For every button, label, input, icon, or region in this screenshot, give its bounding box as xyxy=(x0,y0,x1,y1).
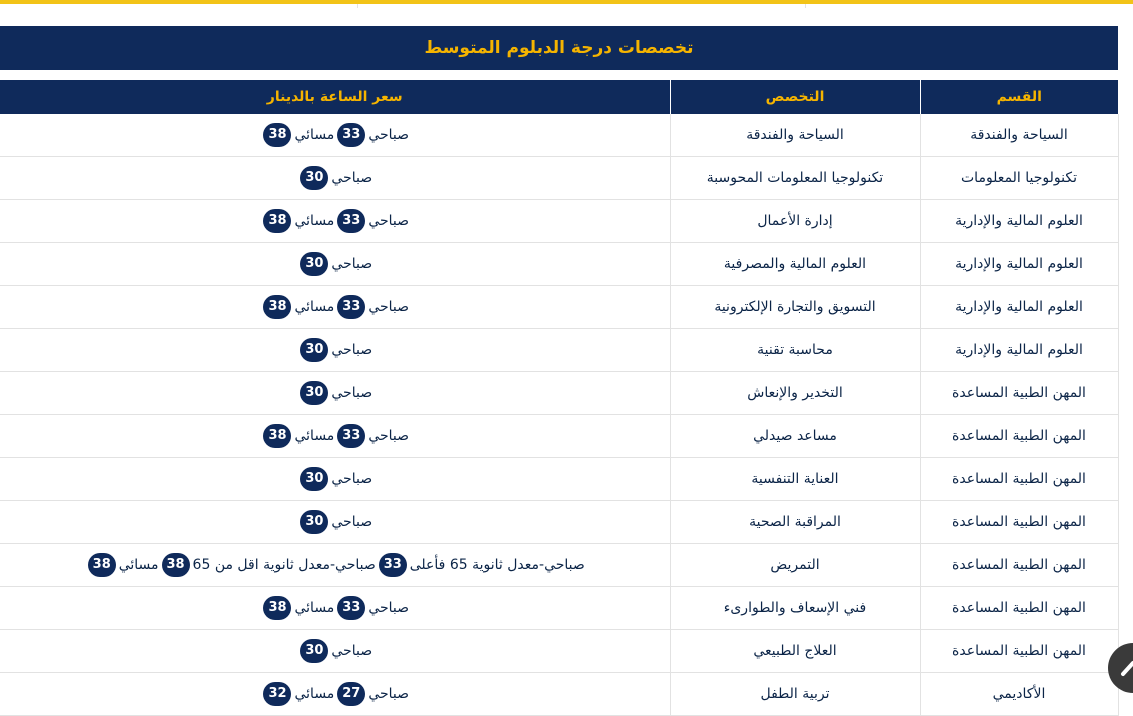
price-info xyxy=(297,342,372,358)
price-info xyxy=(260,213,409,229)
hour-price-badge: 27 xyxy=(337,682,365,706)
shift-label: صباحي-معدل ثانوية 65 فأعلى xyxy=(409,557,585,573)
table-body xyxy=(0,114,1118,716)
table-row xyxy=(0,415,1118,458)
specialization-cell: العلوم المالية والمصرفية xyxy=(670,243,920,286)
column-header-department: القسم xyxy=(920,80,1118,114)
hour-price-badge: 30 xyxy=(300,166,328,190)
hour-price-badge: 38 xyxy=(88,553,116,577)
specialization-cell: التخدير والإنعاش xyxy=(670,372,920,415)
shift-label: صباحي xyxy=(368,213,410,229)
department-cell: المهن الطبية المساعدة xyxy=(920,630,1118,673)
department-cell: العلوم المالية والإدارية xyxy=(920,329,1118,372)
department-cell: العلوم المالية والإدارية xyxy=(920,200,1118,243)
shift-label: صباحي xyxy=(331,385,373,401)
shift-label: مسائي xyxy=(294,127,335,143)
table-row xyxy=(0,157,1118,200)
table-row xyxy=(0,458,1118,501)
specialization-cell: إدارة الأعمال xyxy=(670,200,920,243)
price-cell xyxy=(0,372,670,415)
specialization-cell: المراقبة الصحية xyxy=(670,501,920,544)
price-cell xyxy=(0,286,670,329)
department-cell: المهن الطبية المساعدة xyxy=(920,415,1118,458)
shift-label: صباحي xyxy=(368,428,410,444)
price-cell xyxy=(0,157,670,200)
shift-label: صباحي xyxy=(331,342,373,358)
table-row xyxy=(0,114,1118,157)
specialization-cell: فني الإسعاف والطوارىء xyxy=(670,587,920,630)
specializations-table xyxy=(0,80,1119,716)
hour-price-badge: 30 xyxy=(300,381,328,405)
department-cell: العلوم المالية والإدارية xyxy=(920,243,1118,286)
hour-price-badge: 30 xyxy=(300,510,328,534)
price-info xyxy=(297,256,372,272)
price-cell xyxy=(0,630,670,673)
price-cell xyxy=(0,673,670,716)
hour-price-badge: 30 xyxy=(300,252,328,276)
shift-label: صباحي xyxy=(331,256,373,272)
column-header-price: سعر الساعة بالدينار xyxy=(0,80,670,114)
section-title: تخصصات درجة الدبلوم المتوسط xyxy=(424,38,694,58)
specialization-cell: تربية الطفل xyxy=(670,673,920,716)
top-accent-bar xyxy=(0,0,1133,4)
department-cell: المهن الطبية المساعدة xyxy=(920,458,1118,501)
price-cell xyxy=(0,114,670,157)
specialization-cell: التمريض xyxy=(670,544,920,587)
price-cell xyxy=(0,458,670,501)
table-row xyxy=(0,544,1118,587)
specialization-cell: التسويق والتجارة الإلكترونية xyxy=(670,286,920,329)
department-cell: المهن الطبية المساعدة xyxy=(920,501,1118,544)
hour-price-badge: 38 xyxy=(162,553,190,577)
price-cell xyxy=(0,415,670,458)
hour-price-badge: 38 xyxy=(263,596,291,620)
hour-price-badge: 33 xyxy=(337,295,365,319)
shift-label: صباحي xyxy=(331,170,373,186)
price-info xyxy=(297,471,372,487)
price-cell xyxy=(0,544,670,587)
hour-price-badge: 33 xyxy=(337,424,365,448)
shift-label: صباحي xyxy=(331,643,373,659)
section-title-bar xyxy=(0,26,1118,70)
shift-label: مسائي xyxy=(118,557,159,573)
price-cell xyxy=(0,501,670,544)
hour-price-badge: 32 xyxy=(263,682,291,706)
hour-price-badge: 30 xyxy=(300,338,328,362)
hour-price-badge: 33 xyxy=(337,596,365,620)
hour-price-badge: 38 xyxy=(263,295,291,319)
department-cell: المهن الطبية المساعدة xyxy=(920,587,1118,630)
hour-price-badge: 38 xyxy=(263,424,291,448)
specialization-cell: السياحة والفندقة xyxy=(670,114,920,157)
table-row xyxy=(0,200,1118,243)
shift-label: مسائي xyxy=(294,686,335,702)
price-cell xyxy=(0,200,670,243)
table-row xyxy=(0,587,1118,630)
price-info xyxy=(297,170,372,186)
hour-price-badge: 30 xyxy=(300,639,328,663)
table-row xyxy=(0,329,1118,372)
price-info xyxy=(260,686,409,702)
price-info xyxy=(297,385,372,401)
column-header-specialization: التخصص xyxy=(670,80,920,114)
price-cell xyxy=(0,329,670,372)
table-row xyxy=(0,286,1118,329)
shift-label: صباحي-معدل ثانوية اقل من 65 xyxy=(192,557,376,573)
shift-label: مسائي xyxy=(294,213,335,229)
table-row xyxy=(0,630,1118,673)
department-cell: المهن الطبية المساعدة xyxy=(920,544,1118,587)
hour-price-badge: 30 xyxy=(300,467,328,491)
top-divider xyxy=(357,4,358,8)
shift-label: مسائي xyxy=(294,299,335,315)
hour-price-badge: 33 xyxy=(379,553,407,577)
price-cell xyxy=(0,587,670,630)
price-info xyxy=(297,514,372,530)
specialization-cell: مساعد صيدلي xyxy=(670,415,920,458)
shift-label: صباحي xyxy=(368,127,410,143)
department-cell: العلوم المالية والإدارية xyxy=(920,286,1118,329)
specialization-cell: تكنولوجيا المعلومات المحوسبة xyxy=(670,157,920,200)
table-row xyxy=(0,673,1118,716)
price-cell xyxy=(0,243,670,286)
top-divider xyxy=(805,4,806,8)
price-info xyxy=(260,428,409,444)
table-row xyxy=(0,372,1118,415)
shift-label: مسائي xyxy=(294,428,335,444)
shift-label: صباحي xyxy=(368,600,410,616)
chevron-up-icon xyxy=(1118,655,1133,681)
specialization-cell: العلاج الطبيعي xyxy=(670,630,920,673)
price-info xyxy=(297,643,372,659)
department-cell: تكنولوجيا المعلومات xyxy=(920,157,1118,200)
price-info xyxy=(85,557,585,573)
price-info xyxy=(260,299,409,315)
hour-price-badge: 38 xyxy=(263,209,291,233)
specialization-cell: محاسبة تقنية xyxy=(670,329,920,372)
table-row xyxy=(0,501,1118,544)
department-cell: السياحة والفندقة xyxy=(920,114,1118,157)
specialization-cell: العناية التنفسية xyxy=(670,458,920,501)
shift-label: صباحي xyxy=(368,299,410,315)
table-row xyxy=(0,243,1118,286)
hour-price-badge: 38 xyxy=(263,123,291,147)
shift-label: صباحي xyxy=(331,471,373,487)
hour-price-badge: 33 xyxy=(337,209,365,233)
department-cell: المهن الطبية المساعدة xyxy=(920,372,1118,415)
price-info xyxy=(260,600,409,616)
price-info xyxy=(260,127,409,143)
hour-price-badge: 33 xyxy=(337,123,365,147)
shift-label: صباحي xyxy=(368,686,410,702)
shift-label: مسائي xyxy=(294,600,335,616)
table-header-row xyxy=(0,80,1118,114)
department-cell: الأكاديمي xyxy=(920,673,1118,716)
shift-label: صباحي xyxy=(331,514,373,530)
